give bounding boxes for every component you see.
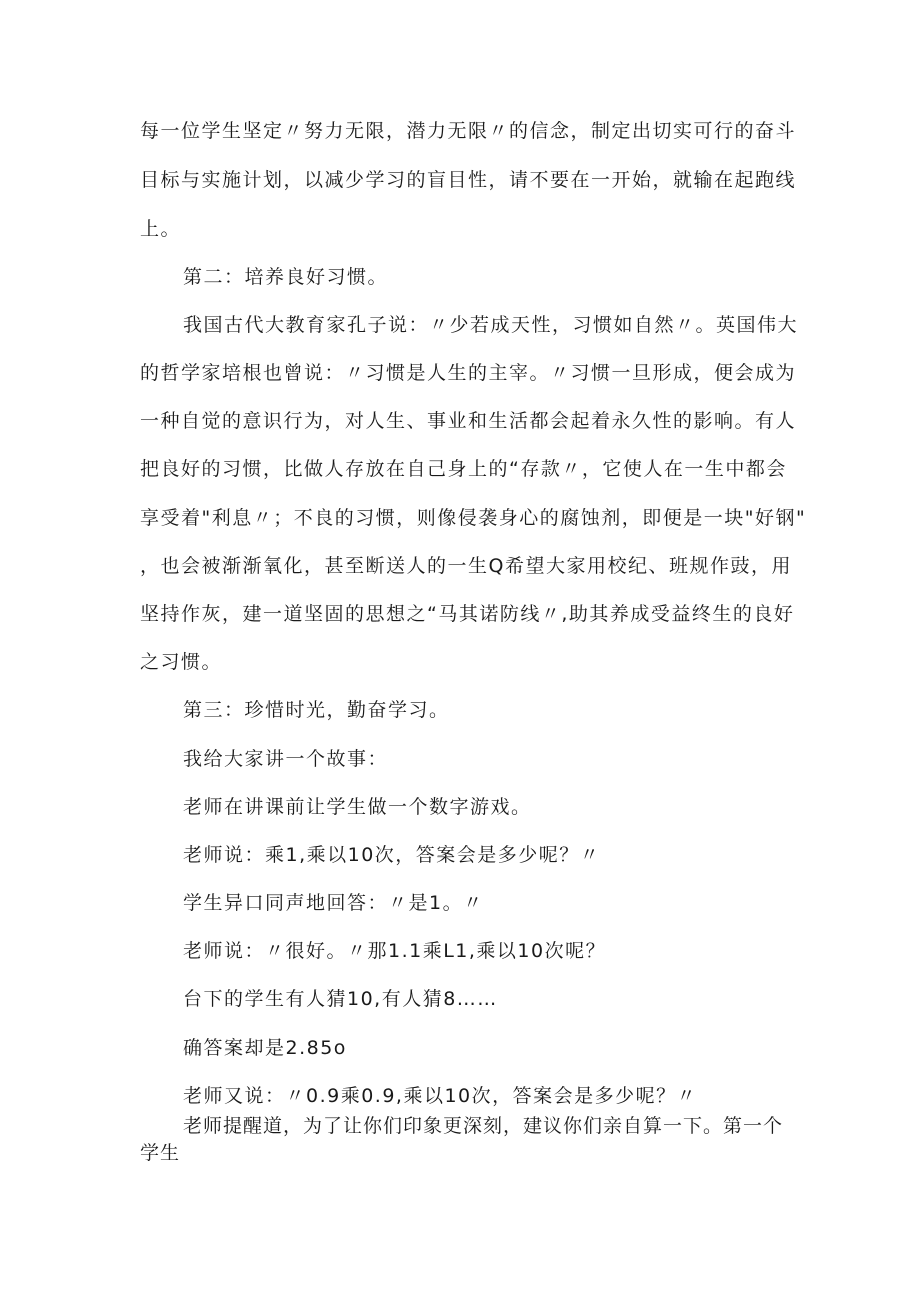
paragraph-line: 老师提醒道，为了让你们印象更深刻，建议你们亲自算一下。第一个学生 [140,1115,784,1164]
paragraph-line: 一种自觉的意识行为，对人生、事业和生活都会起着永久性的影响。有人 [140,410,797,432]
paragraph-line: 把良好的习惯，比做人存放在自己身上的“存款〃，它使人在一生中都会 [140,458,787,480]
section-heading: 第二：培养良好习惯。 [183,266,389,288]
paragraph-line: 确答案却是2.85o [183,1037,347,1059]
paragraph-line: 的哲学家培根也曾说：〃习惯是人生的主宰。〃习惯一旦形成，便会成为 [140,362,797,384]
paragraph-line: 目标与实施计划，以减少学习的盲目性，请不要在一开始，就输在起跑线 [140,169,797,191]
paragraph-line: 学生异口同声地回答：〃是1。〃 [183,892,484,914]
paragraph-line: 之习惯。 [140,651,223,673]
paragraph-line: 每一位学生坚定〃努力无限，潜力无限〃的信念，制定出切实可行的奋斗 [140,120,797,142]
paragraph-line: 台下的学生有人猜10,有人猜8…… [183,988,498,1010]
paragraph-line: 老师又说：〃0.9乘0.9,乘以10次，答案会是多少呢？〃 [183,1085,698,1107]
section-heading: 第三：珍惜时光，勤奋学习。 [183,699,450,721]
paragraph-line: ，也会被渐渐氧化，甚至断送人的一生Q希望大家用校纪、班规作豉，用 [140,555,792,577]
paragraph-line: 我给大家讲一个故事： [183,748,389,770]
paragraph-line: 享受着"利息〃；不良的习惯，则像侵袭身心的腐蚀剂，即便是一块"好钢" [140,507,807,529]
paragraph-line: 老师说：乘1,乘以10次，答案会是多少呢？〃 [183,844,601,866]
paragraph-line: 坚持作灰，建一道坚固的思想之“马其诺防线〃,助其养成受益终生的良好 [140,603,795,625]
paragraph-line: 老师说：〃很好。〃那1.1乘L1,乘以10次呢？ [183,940,607,962]
paragraph-line: 我国古代大教育家孔子说：〃少若成天性，习惯如自然〃。英国伟大 [183,314,799,336]
paragraph-line: 老师在讲课前让学生做一个数字游戏。 [183,796,532,818]
paragraph-line: 上。 [140,218,182,240]
